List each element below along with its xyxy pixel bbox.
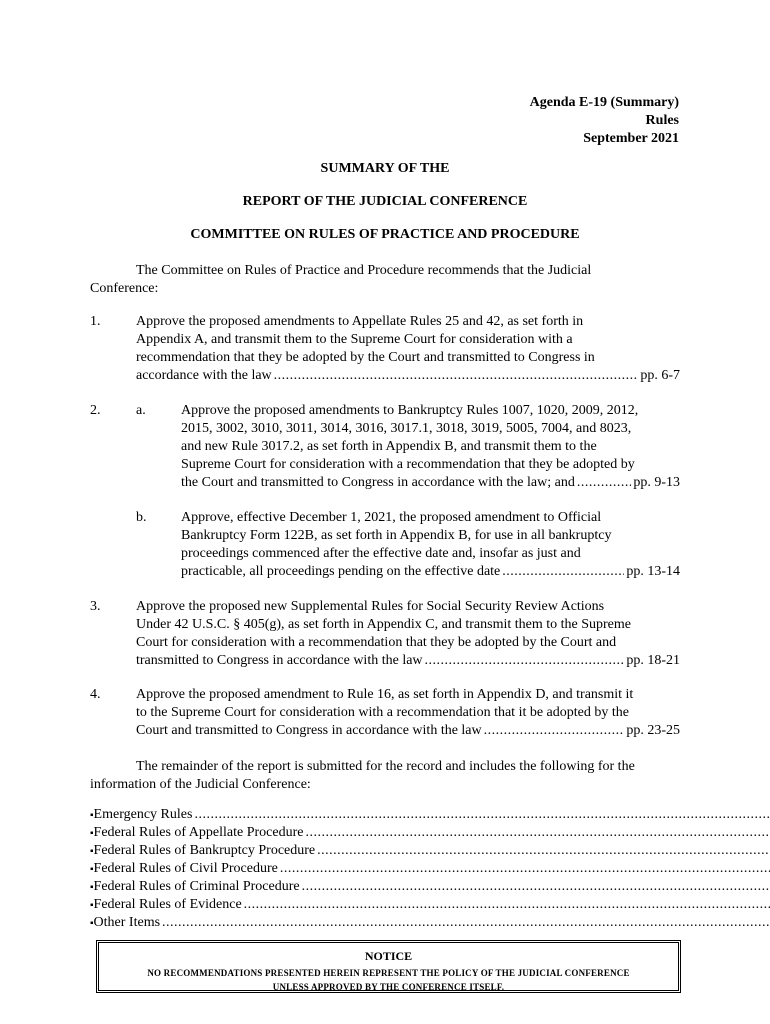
item-4-pages: pp. 23-25: [626, 723, 680, 738]
agenda-number: Agenda E-19 (Summary): [529, 95, 679, 110]
dot-leader: [502, 563, 624, 581]
item-3-line: Under 42 U.S.C. § 405(g), as set forth in Appendix C, and transmit them to the Supreme: [136, 617, 631, 632]
item-4-line: Approve the proposed amendment to Rule 16, as set forth in Appendix D, and transmit it: [136, 687, 634, 702]
item-2b-text: [181, 509, 680, 581]
item-4-last-line: [136, 722, 680, 740]
dot-leader: [302, 878, 770, 896]
notice-line-1: NO RECOMMENDATIONS PRESENTED HEREIN REPRESENT THE POLICY OF THE JUDICIAL CONFERENCE: [147, 968, 630, 978]
item-1-number: 1.: [90, 314, 101, 329]
item-2a-line: and new Rule 3017.2, as set forth in Appendix B, and transmit them to the: [181, 439, 597, 454]
agenda-category: Rules: [645, 113, 679, 128]
list-item: [90, 824, 680, 842]
list-item: [90, 842, 680, 860]
item-1-line: accordance with the law: [136, 368, 272, 383]
dot-leader: [305, 824, 770, 842]
item-1-last-line: [136, 367, 680, 385]
item-3-line: Court for consideration with a recommendation that they be adopted by the Court and: [136, 635, 617, 650]
list-item-label: Other Items: [93, 915, 161, 930]
dot-leader: [484, 722, 625, 740]
item-1-line: recommendation that they be adopted by the Court and transmitted to Congress in: [136, 350, 595, 365]
intro-line-2: Conference:: [90, 281, 159, 296]
item-3-pages: pp. 18-21: [626, 653, 680, 668]
list-item: [90, 806, 680, 824]
remainder-line-2: information of the Judicial Conference:: [90, 777, 311, 792]
item-2a-line: 2015, 3002, 3010, 3011, 3014, 3016, 3017.1, 3018, 3019, 5005, 7004, and 8023,: [181, 421, 632, 436]
item-1-pages: pp. 6-7: [640, 368, 680, 383]
item-2b-pages: pp. 13-14: [626, 564, 680, 579]
list-item-label: Federal Rules of Civil Procedure: [93, 861, 278, 876]
info-items-list: [90, 806, 680, 932]
item-3-number: 3.: [90, 599, 101, 614]
item-4-number: 4.: [90, 687, 101, 702]
bullet-icon: ▪: [90, 864, 94, 875]
title-line-3: COMMITTEE ON RULES OF PRACTICE AND PROCEDURE: [190, 227, 580, 242]
item-2a-line: Supreme Court for consideration with a recommendation that they be adopted by: [181, 457, 635, 472]
agenda-header: [530, 94, 679, 148]
item-1-text: [136, 313, 680, 385]
bullet-icon: ▪: [90, 882, 94, 893]
dot-leader: [162, 914, 770, 932]
item-1-line: Approve the proposed amendments to Appellate Rules 25 and 42, as set forth in: [136, 314, 584, 329]
dot-leader: [317, 842, 770, 860]
list-item: [90, 860, 680, 878]
list-item-label: Federal Rules of Appellate Procedure: [93, 825, 304, 840]
item-2b-last-line: [181, 563, 680, 581]
notice-title: NOTICE: [364, 949, 413, 963]
item-1-line: Appendix A, and transmit them to the Supreme Court for consideration with a: [136, 332, 573, 347]
dot-leader: [194, 806, 770, 824]
list-item: [90, 914, 680, 932]
dot-leader: [244, 896, 770, 914]
dot-leader: [577, 474, 631, 492]
item-2-number: 2.: [90, 403, 101, 418]
title-line-1: SUMMARY OF THE: [320, 161, 450, 176]
bullet-icon: ▪: [90, 810, 94, 821]
item-3-last-line: [136, 652, 680, 670]
item-2a-text: [181, 402, 680, 492]
list-item-label: Federal Rules of Evidence: [93, 897, 242, 912]
list-item: [90, 878, 680, 896]
item-2b-letter: b.: [136, 510, 147, 525]
remainder-paragraph: [90, 758, 680, 794]
bullet-icon: ▪: [90, 900, 94, 911]
list-item: [90, 896, 680, 914]
item-2b-line: Bankruptcy Form 122B, as set forth in Appendix B, for use in all bankruptcy: [181, 528, 612, 543]
title-line-2: REPORT OF THE JUDICIAL CONFERENCE: [242, 194, 528, 209]
intro-paragraph: [90, 262, 680, 298]
item-2a-last-line: [181, 474, 680, 492]
item-2a-line: Approve the proposed amendments to Bankruptcy Rules 1007, 1020, 2009, 2012,: [181, 403, 639, 418]
item-2b-line: proceedings commenced after the effective date and, insofar as just and: [181, 546, 581, 561]
item-2a-letter: a.: [136, 403, 146, 418]
notice-line-2: UNLESS APPROVED BY THE CONFERENCE ITSELF.: [272, 982, 505, 992]
dot-leader: [274, 367, 639, 385]
dot-leader: [425, 652, 625, 670]
notice-box: [96, 940, 681, 993]
item-2a-pages: pp. 9-13: [633, 475, 680, 490]
item-4-line: to the Supreme Court for consideration with a recommendation that it be adopted by the: [136, 705, 629, 720]
item-2a-line: the Court and transmitted to Congress in accordance with the law; and: [181, 475, 575, 490]
item-3-line: transmitted to Congress in accordance with the law: [136, 653, 423, 668]
item-3-line: Approve the proposed new Supplemental Rules for Social Security Review Actions: [136, 599, 605, 614]
item-3-text: [136, 598, 680, 670]
bullet-icon: ▪: [90, 828, 94, 839]
list-item-label: Emergency Rules: [93, 807, 193, 822]
dot-leader: [280, 860, 770, 878]
list-item-label: Federal Rules of Bankruptcy Procedure: [93, 843, 316, 858]
intro-line-1: The Committee on Rules of Practice and Procedure recommends that the Judicial: [136, 263, 592, 278]
item-4-text: [136, 686, 680, 740]
bullet-icon: ▪: [90, 846, 94, 857]
item-2b-line: Approve, effective December 1, 2021, the proposed amendment to Official: [181, 510, 602, 525]
agenda-date: September 2021: [583, 131, 679, 146]
list-item-label: Federal Rules of Criminal Procedure: [93, 879, 300, 894]
bullet-icon: ▪: [90, 918, 94, 929]
remainder-line-1: The remainder of the report is submitted for the record and includes the following for the: [136, 759, 635, 774]
item-2b-line: practicable, all proceedings pending on the effective date: [181, 564, 501, 579]
notice-text: [99, 966, 678, 994]
item-4-line: Court and transmitted to Congress in accordance with the law: [136, 723, 482, 738]
